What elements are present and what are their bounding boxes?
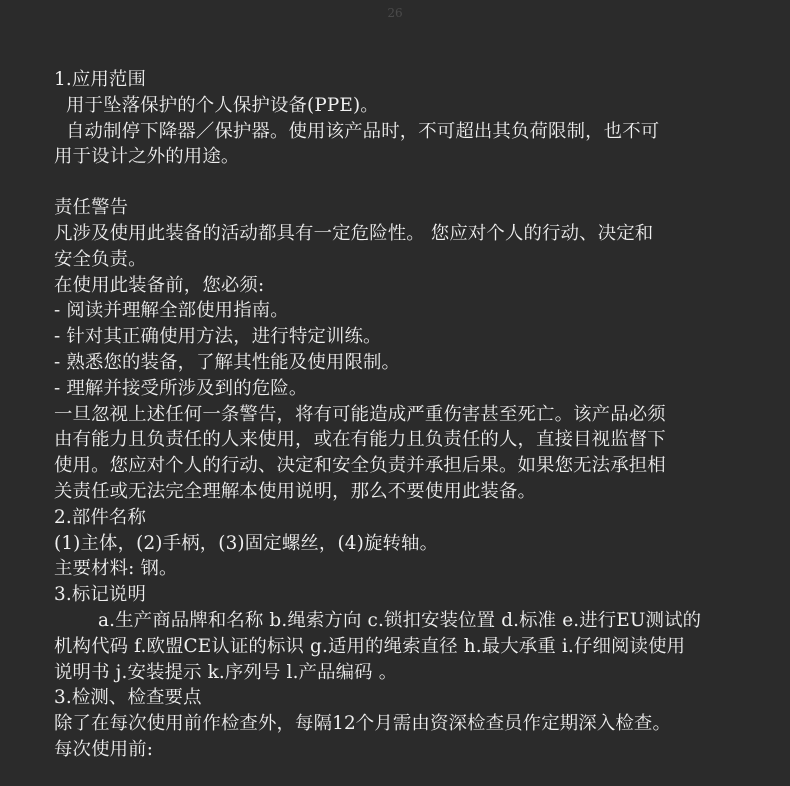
page-content	[54, 67, 738, 763]
markings-line-1: a.生产商品牌和名称 b.绳索方向 c.锁扣安装位置 d.标准 e.进行EU测试的	[98, 609, 702, 631]
warning-paragraph-1a: 凡涉及使用此装备的活动都具有一定危险性。 您应对个人的行动、决定和	[54, 222, 654, 244]
section-heading-inspection: 3.检测、检查要点	[54, 687, 202, 709]
warning-bullet: - 理解并接受所涉及到的危险。	[54, 377, 308, 399]
section-spacer	[54, 170, 738, 195]
section-heading-scope: 1.应用范围	[54, 69, 147, 90]
warning-paragraph-3c: 使用。您应对个人的行动、决定和安全负责并承担后果。如果您无法承担相	[54, 455, 666, 477]
parts-list: (1)主体，(2)手柄，(3)固定螺丝，(4)旋转轴。	[54, 532, 439, 554]
inspection-line-1: 除了在每次使用前作检查外，每隔12个月需由资深检查员作定期深入检查。	[54, 713, 672, 735]
markings-line-2: 机构代码 f.欧盟CE认证的标识 g.适用的绳索直径 h.最大承重 i.仔细阅读使用	[54, 635, 686, 657]
warning-paragraph-3b: 由有能力且负责任的人来使用，或在有能力且负责任的人，直接目视监督下	[54, 429, 666, 451]
scope-line-2a: 自动制停下降器／保护器。使用该产品时，不可超出其负荷限制，也不可	[66, 120, 660, 142]
page-number: 26	[387, 6, 403, 20]
warning-paragraph-2: 在使用此装备前，您必须:	[54, 274, 265, 296]
warning-paragraph-3a: 一旦忽视上述任何一条警告，将有可能造成严重伤害甚至死亡。该产品必须	[54, 403, 666, 425]
warning-bullet: - 针对其正确使用方法，进行特定训练。	[54, 326, 382, 348]
inspection-line-2: 每次使用前:	[54, 738, 154, 760]
markings-line-3: 说明书 j.安装提示 k.序列号 l.产品编码 。	[54, 661, 398, 683]
warning-paragraph-1b: 安全负责。	[54, 248, 147, 270]
material-line: 主要材料: 钢。	[54, 558, 178, 580]
section-heading-parts: 2.部件名称	[54, 506, 147, 528]
section-heading-warning: 责任警告	[54, 197, 129, 219]
scope-line-2b: 用于设计之外的用途。	[54, 146, 240, 168]
warning-bullet: - 熟悉您的装备，了解其性能及使用限制。	[54, 351, 401, 373]
warning-bullet: - 阅读并理解全部使用指南。	[54, 300, 289, 322]
scope-line-1: 用于坠落保护的个人保护设备(PPE)。	[66, 94, 379, 116]
warning-paragraph-3d: 关责任或无法完全理解本使用说明，那么不要使用此装备。	[54, 480, 537, 502]
section-heading-markings: 3.标记说明	[54, 584, 147, 606]
